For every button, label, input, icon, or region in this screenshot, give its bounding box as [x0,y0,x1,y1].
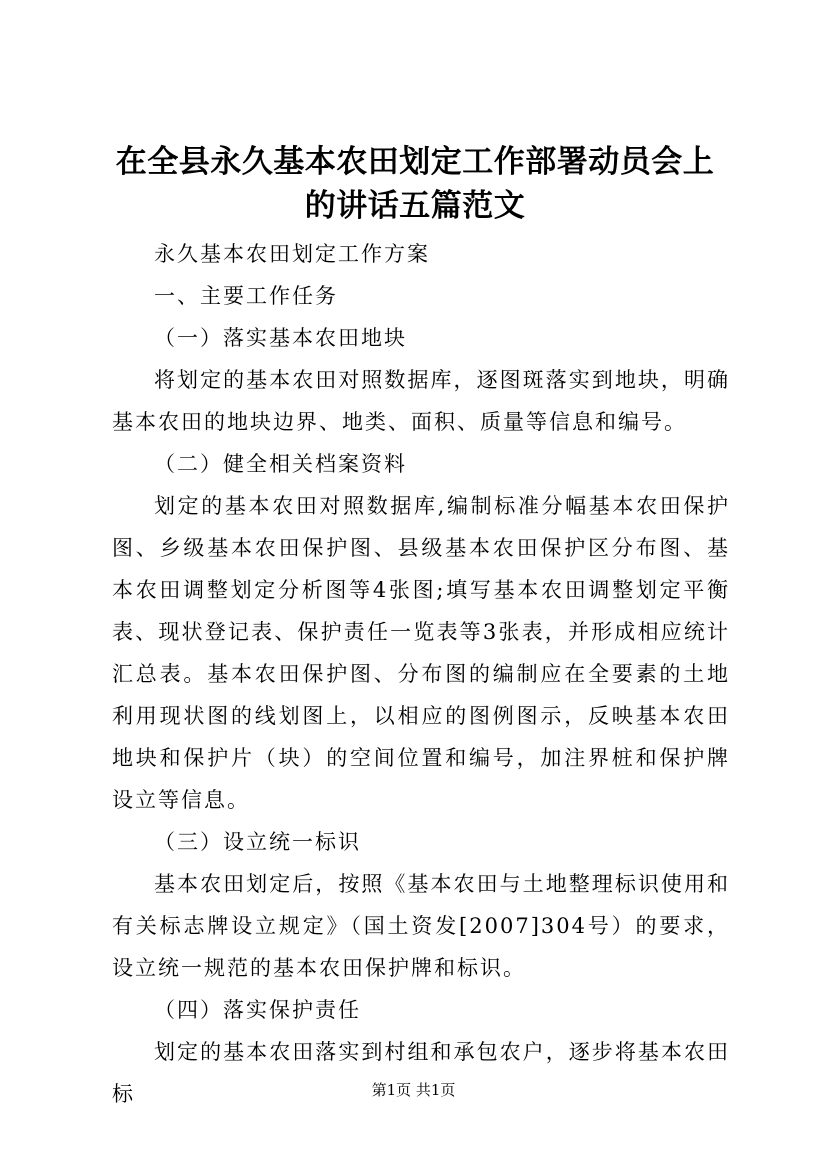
subsection-heading-1: （一）落实基本农田地块 [154,326,407,350]
document-body [112,233,730,1115]
section-heading-main-tasks: 一、主要工作任务 [154,284,338,308]
paragraph-4: 划定的基本农田落实到村组和承包农户，逐步将基本农田标 [112,1040,730,1106]
subsection-heading-3: （三）设立统一标识 [154,830,361,854]
paragraph-2: 划定的基本农田对照数据库,编制标准分幅基本农田保护图、乡级基本农田保护图、县级基本农田保护区分布图、基本农田调整划定分析图等4张图;填写基本农田调整划定平衡表、现状登记表、保护责任一览表等3张表，并形成相应统计汇总表。基本农田保护图、分布图的编制应在全要素的土地利用现状图的线划图上，以相应的图例图示，反映基本农田地块和保护片（块）的空间位置和编号，加注界桩和保护牌设立等信息。 [112,494,730,812]
document-title: 在全县永久基本农田划定工作部署动员会上的讲话五篇范文 [115,144,715,224]
subsection-heading-4: （四）落实保护责任 [154,998,361,1022]
paragraph-1: 将划定的基本农田对照数据库，逐图斑落实到地块，明确基本农田的地块边界、地类、面积、质量等信息和编号。 [112,368,730,434]
paragraph-3: 基本农田划定后，按照《基本农田与土地整理标识使用和有关标志牌设立规定》（国土资发[2007]304号）的要求，设立统一规范的基本农田保护牌和标识。 [112,872,730,980]
subsection-heading-2: （二）健全相关档案资料 [154,452,407,476]
paragraph-plan-title: 永久基本农田划定工作方案 [154,242,430,266]
page-footer: 第1页 共1页 [371,1081,456,1099]
